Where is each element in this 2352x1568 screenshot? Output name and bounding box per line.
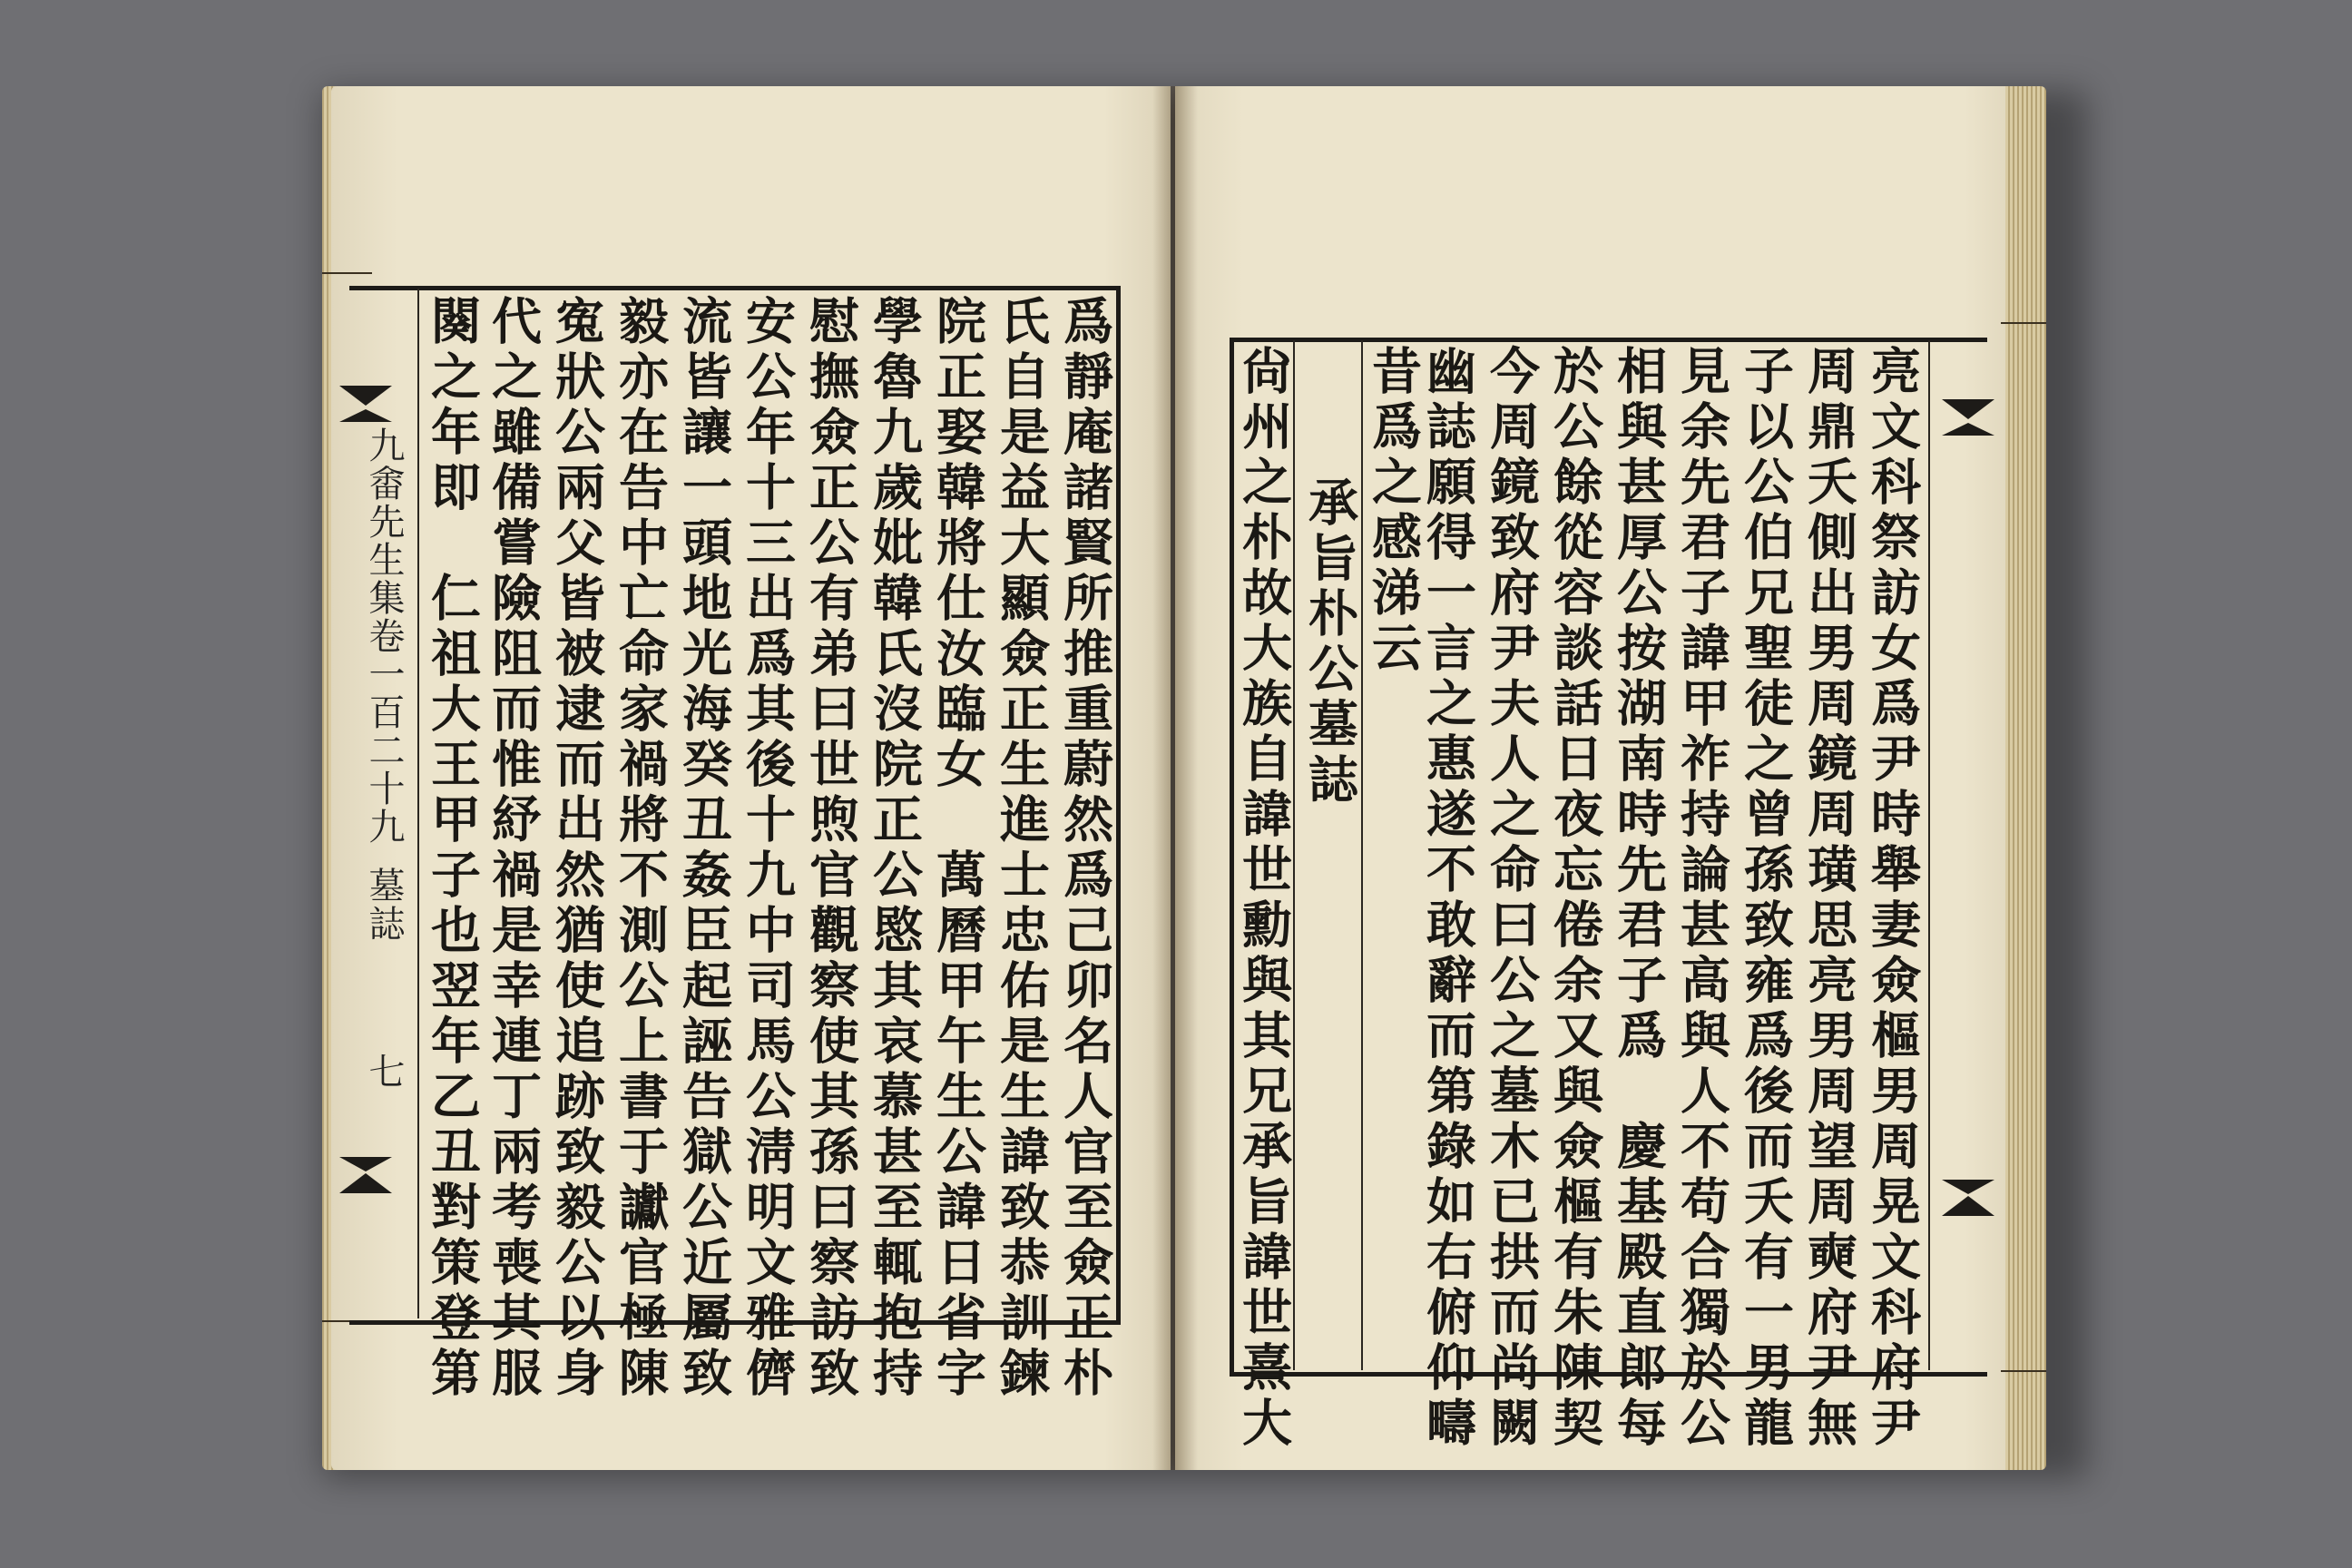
margin-section-label: 墓誌 [363, 867, 405, 943]
fish-tail-mark-icon [1942, 399, 1994, 436]
text-column: 尙州之朴故大族自諱世勳與其兄承旨諱世熹大 [1234, 345, 1293, 1452]
column-rule [1293, 340, 1295, 1370]
text-column: 院正娶韓將仕汝臨女 萬曆甲午生公諱日省字 [928, 295, 987, 1402]
text-column: 於公餘從容談話日夜忘倦余又與僉樞有朱陳契 [1545, 345, 1604, 1452]
text-column: 昔爲之感涕云 [1364, 345, 1423, 677]
binding-thread [2001, 1370, 2046, 1372]
binding-thread [2001, 322, 2046, 324]
right-page-edges [2005, 86, 2046, 1470]
section-heading: 承旨朴公墓誌 [1300, 476, 1359, 808]
text-column: 見余先君子諱甲祚持論甚高與人不苟合獨於公 [1672, 345, 1731, 1452]
column-rule [417, 289, 419, 1318]
margin-book-title: 九畬先生集卷一百二十九 [363, 426, 405, 846]
book-gutter [1152, 86, 1198, 1470]
text-column: 安公年十三出爲其後十九中司馬公淸明文雅儕 [738, 295, 797, 1402]
text-column: 寃狀公兩父皆被逮而出然猶使追跡致毅公以身 [547, 295, 606, 1402]
fish-tail-mark-icon [1942, 1180, 1994, 1216]
text-column: 氏自是益大顯僉正生進士忠佑是生諱致恭訓鍊 [992, 295, 1051, 1402]
text-column: 毅亦在告中亡命家禍將不測公上書于讞官極陳 [611, 295, 670, 1402]
text-column: 亮文科祭訪女爲尹時舉妻僉樞男周晃文科府尹 [1863, 345, 1922, 1452]
fish-tail-mark-icon [339, 1157, 392, 1193]
text-column: 今周鏡致府尹夫人之命曰公之墓木已拱而尚闕 [1482, 345, 1541, 1452]
text-column: 幽誌願得一言之惠遂不敢辭而第錄如右俯仰疇 [1418, 345, 1477, 1452]
text-column: 相與甚厚公按湖南時先君子爲 慶基殿直郎每 [1609, 345, 1668, 1452]
margin-page-number: 七 [363, 1053, 405, 1091]
text-column: 流皆讓一頭地光海癸丑姦臣起誣告獄公近屬致 [674, 295, 733, 1402]
text-column: 爲靜庵諸賢所推重蔚然爲己卯名人官至僉正朴 [1055, 295, 1114, 1402]
text-column: 周鼎夭側出男周鏡周璜思亮男周望周奭府尹無 [1799, 345, 1858, 1452]
fish-tail-mark-icon [339, 386, 392, 422]
text-column: 代之雖備嘗險阻而惟紓禍是幸連丁兩考喪其服 [484, 295, 543, 1402]
text-column: 闋之年即 仁祖大王甲子也翌年乙丑對策登第 [423, 295, 482, 1402]
column-rule [1361, 340, 1363, 1370]
text-column: 學魯九歲妣韓氏沒院正公愍其哀慕甚至輒抱持 [865, 295, 924, 1402]
text-column: 慰撫僉正公有弟曰世煦官觀察使其孫曰察訪致 [801, 295, 860, 1402]
column-rule [1928, 340, 1930, 1370]
text-column: 子以公伯兄聖徒之曾孫致雍爲後而夭有一男龍 [1736, 345, 1795, 1452]
binding-thread [322, 272, 372, 274]
